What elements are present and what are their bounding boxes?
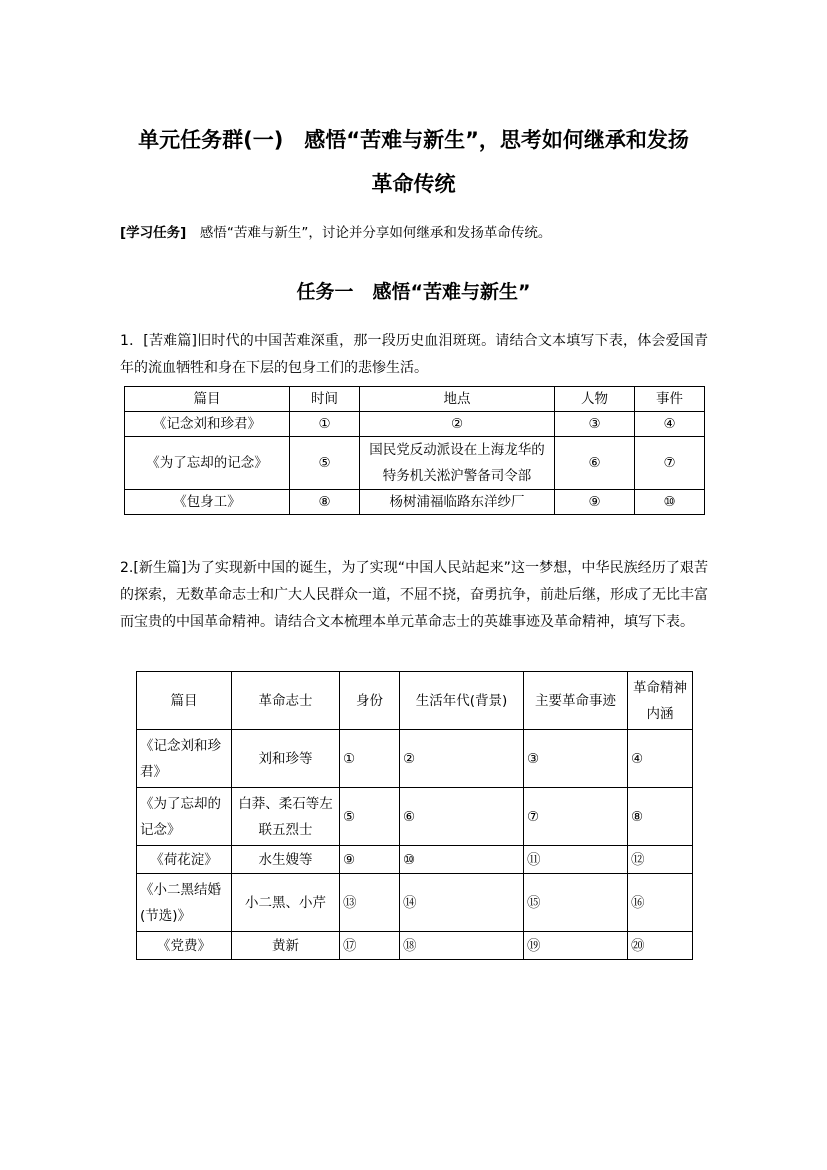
header-cell: 地点 xyxy=(360,387,555,412)
table-cell: ⑤ xyxy=(290,437,360,490)
section-title: 任务一 感悟“苦难与新生” xyxy=(296,281,531,303)
table-cell: ⑱ xyxy=(400,932,524,960)
question-2-text: 2.[新生篇]为了实现新中国的诞生，为了实现“中国人民站起来”这一梦想，中华民族经历了艰苦的探索，无数革命志士和广大人民群众一道，不屈不挠，奋勇抗争，前赴后继，形成了无比丰富而宝贵的中国革命精神。请结合文本梳理本单元革命志士的英雄事迹及革命精神，填写下表。 xyxy=(120,560,708,630)
table-cell: ④ xyxy=(635,412,705,437)
header-cell: 篇目 xyxy=(125,387,290,412)
table-cell: 杨树浦福临路东洋纱厂 xyxy=(360,490,555,515)
table-cell: ② xyxy=(360,412,555,437)
table-row xyxy=(137,730,693,788)
table-row xyxy=(125,490,705,515)
question-1-text: 1．[苦难篇]旧时代的中国苦难深重，那一段历史血泪斑斑。请结合文本填写下表，体会爱国青年的流血牺牲和身在下层的包身工们的悲惨生活。 xyxy=(120,333,708,376)
table-cell: ⑳ xyxy=(628,932,693,960)
table-cell: ⑦ xyxy=(524,788,628,846)
table-row xyxy=(137,932,693,960)
table-cell: ⑯ xyxy=(628,874,693,932)
header-cell: 革命志士 xyxy=(232,672,340,730)
table-cell: ⑫ xyxy=(628,846,693,874)
learning-task-tag: [学习任务] xyxy=(120,225,187,241)
table-cell: 白莽、柔石等左联五烈士 xyxy=(232,788,340,846)
table-cell: ⑲ xyxy=(524,932,628,960)
table-cell: 《荷花淀》 xyxy=(137,846,232,874)
learning-task-text: 感悟“苦难与新生”，讨论并分享如何继承和发扬革命传统。 xyxy=(186,225,552,241)
table-cell: ⑥ xyxy=(400,788,524,846)
page-title-continued: 革命传统 xyxy=(371,172,456,196)
table-cell: ⑧ xyxy=(628,788,693,846)
header-cell: 主要革命事迹 xyxy=(524,672,628,730)
table-header-row xyxy=(125,387,705,412)
table-row xyxy=(137,788,693,846)
table-cell: ⑮ xyxy=(524,874,628,932)
table-cell: 小二黑、小芹 xyxy=(232,874,340,932)
table-cell: ④ xyxy=(628,730,693,788)
table-header-row xyxy=(137,672,693,730)
table-cell: ⑤ xyxy=(340,788,400,846)
table-cell: ⑩ xyxy=(400,846,524,874)
header-cell: 篇目 xyxy=(137,672,232,730)
table-cell: ① xyxy=(290,412,360,437)
table-cell: ⑭ xyxy=(400,874,524,932)
learning-task xyxy=(120,222,720,244)
table-cell: 《记念刘和珍君》 xyxy=(137,730,232,788)
header-cell: 革命精神内涵 xyxy=(628,672,693,730)
table-cell: ③ xyxy=(555,412,635,437)
suffering-table xyxy=(124,386,705,515)
table-cell: ⑨ xyxy=(555,490,635,515)
table-cell: ⑩ xyxy=(635,490,705,515)
header-cell: 身份 xyxy=(340,672,400,730)
table-row xyxy=(125,437,705,490)
table-cell: 刘和珍等 xyxy=(232,730,340,788)
table-cell: ⑥ xyxy=(555,437,635,490)
table-cell: ⑧ xyxy=(290,490,360,515)
table-cell: ⑬ xyxy=(340,874,400,932)
table-cell: 《记念刘和珍君》 xyxy=(125,412,290,437)
revolutionary-table xyxy=(136,671,693,960)
table-cell: ⑦ xyxy=(635,437,705,490)
table-cell: ③ xyxy=(524,730,628,788)
table-cell: ② xyxy=(400,730,524,788)
table-cell: 《党费》 xyxy=(137,932,232,960)
header-cell: 生活年代(背景) xyxy=(400,672,524,730)
header-cell: 人物 xyxy=(555,387,635,412)
table-cell: ⑪ xyxy=(524,846,628,874)
header-cell: 事件 xyxy=(635,387,705,412)
table-row xyxy=(137,874,693,932)
table-cell: 《包身工》 xyxy=(125,490,290,515)
table-cell: 《为了忘却的记念》 xyxy=(125,437,290,490)
table-cell: 水生嫂等 xyxy=(232,846,340,874)
table-cell: ⑰ xyxy=(340,932,400,960)
header-cell: 时间 xyxy=(290,387,360,412)
table-row xyxy=(125,412,705,437)
table-cell: 《小二黑结婚(节选)》 xyxy=(137,874,232,932)
table-cell: 黄新 xyxy=(232,932,340,960)
table-cell: 国民党反动派设在上海龙华的特务机关淞沪警备司令部 xyxy=(360,437,555,490)
table-cell: ① xyxy=(340,730,400,788)
table-row xyxy=(137,846,693,874)
table-cell: ⑨ xyxy=(340,846,400,874)
table-cell: 《为了忘却的记念》 xyxy=(137,788,232,846)
page-title: 单元任务群(一) 感悟“苦难与新生”，思考如何继承和发扬 xyxy=(138,128,689,152)
